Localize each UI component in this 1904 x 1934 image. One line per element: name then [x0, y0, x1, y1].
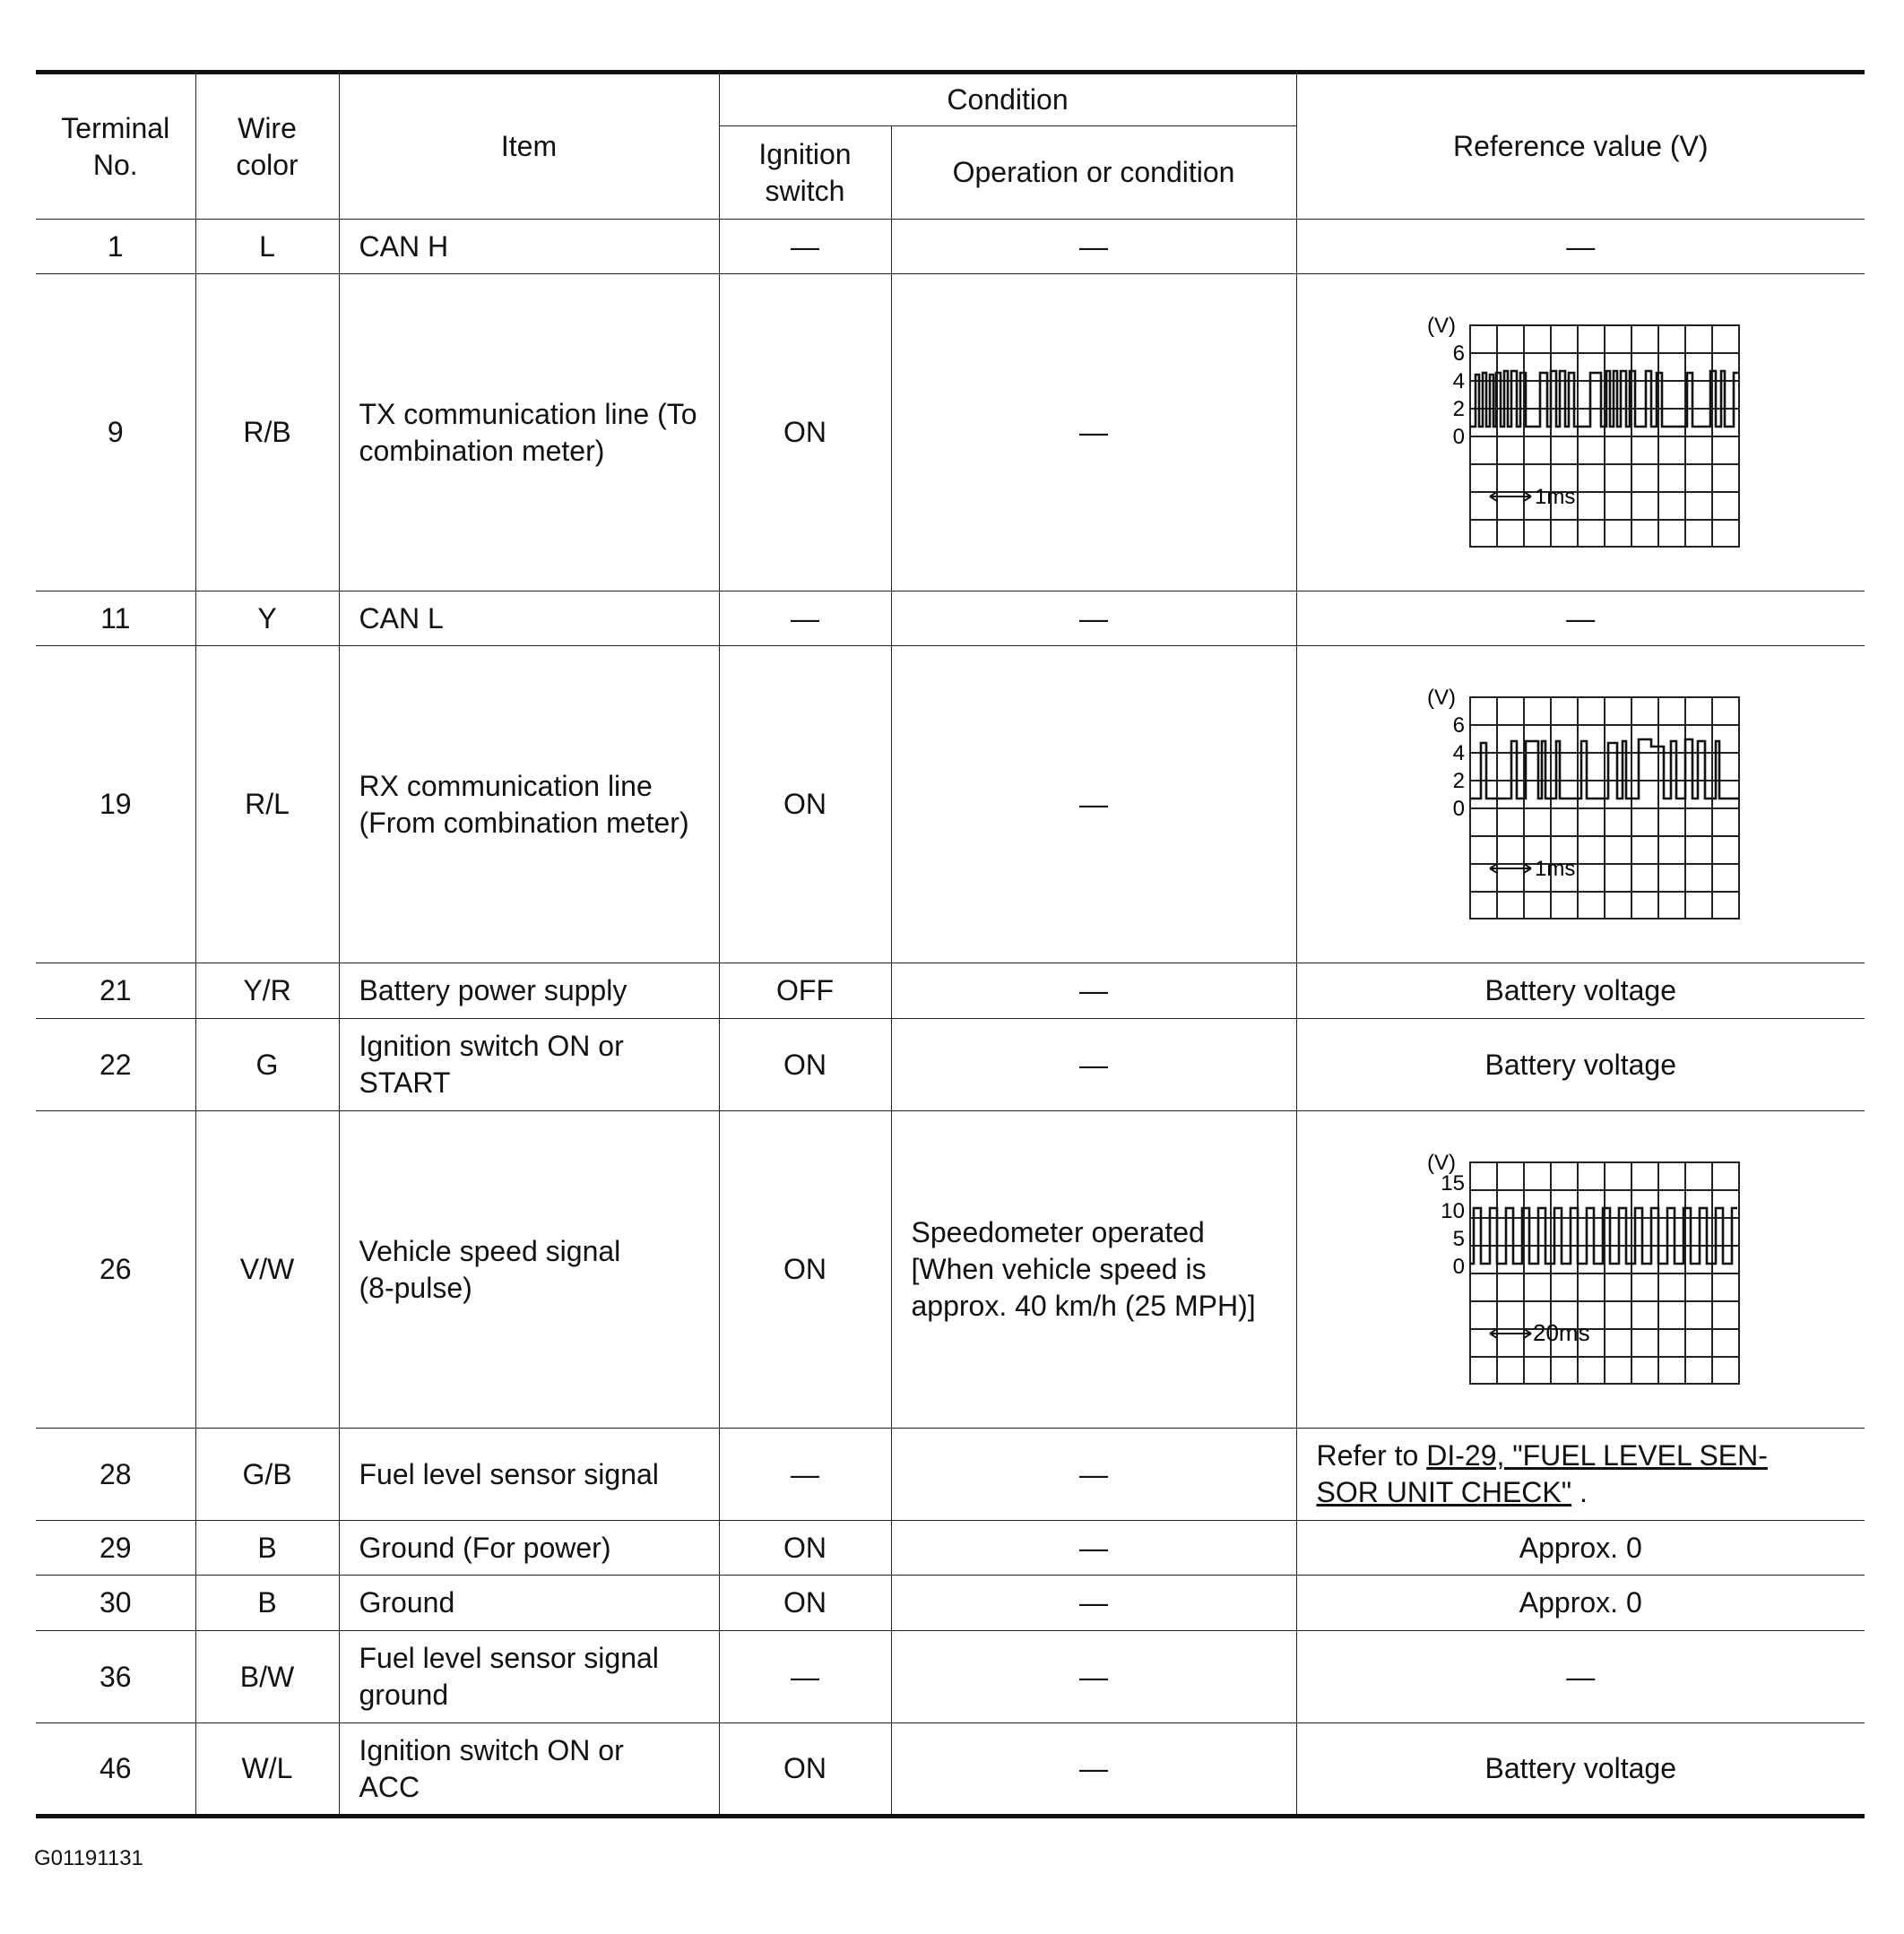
waveform-2-unit: (V)	[1427, 685, 1457, 710]
wire-cell: B/W	[195, 1631, 339, 1723]
terminal-cell: 19	[36, 646, 195, 963]
header-ignition: Ignition switch	[719, 126, 891, 220]
waveform-2-chart	[1415, 684, 1746, 926]
table-row	[36, 591, 1865, 646]
wire-cell: G/B	[195, 1429, 339, 1521]
operation-cell: —	[891, 1019, 1296, 1111]
waveform-3-time-label: 20ms	[1533, 1318, 1590, 1346]
ignition-cell: OFF	[719, 963, 891, 1019]
operation-cell: —	[891, 646, 1296, 963]
reference-cell: —	[1296, 220, 1865, 274]
waveform-3-chart	[1415, 1149, 1746, 1391]
terminal-cell: 36	[36, 1631, 195, 1723]
item-cell: Battery power supply	[339, 963, 719, 1019]
wire-cell: L	[195, 220, 339, 274]
reference-cell: Approx. 0	[1296, 1576, 1865, 1631]
terminal-cell: 30	[36, 1576, 195, 1631]
item-cell: TX communication line (To combination meter)	[339, 274, 719, 591]
ignition-cell: ON	[719, 1576, 891, 1631]
table-row	[36, 1576, 1865, 1631]
operation-cell: —	[891, 274, 1296, 591]
waveform-3-tick: 5	[1452, 1226, 1466, 1251]
reference-cell: Battery voltage	[1296, 1019, 1865, 1111]
operation-cell: —	[891, 220, 1296, 274]
waveform-2-tick: 6	[1452, 712, 1466, 738]
item-cell: Ignition switch ON or ACC	[339, 1723, 719, 1817]
waveform-3-unit: (V)	[1427, 1150, 1457, 1175]
operation-cell: Speedometer operated [When vehicle speed is approx. 40 km/h (25 MPH)]	[891, 1111, 1296, 1429]
waveform-2-tick: 4	[1452, 740, 1466, 765]
reference-cell: Battery voltage	[1296, 963, 1865, 1019]
ignition-cell: ON	[719, 1521, 891, 1576]
wire-cell: W/L	[195, 1723, 339, 1817]
waveform-1-tick: 0	[1452, 424, 1466, 449]
wire-cell: B	[195, 1576, 339, 1631]
figure-code: G01191131	[34, 1846, 143, 1870]
wire-cell: G	[195, 1019, 339, 1111]
ignition-cell: —	[719, 1429, 891, 1521]
header-item: Item	[339, 73, 719, 220]
table-row	[36, 1521, 1865, 1576]
item-cell: Fuel level sensor signal	[339, 1429, 719, 1521]
waveform-1-chart	[1415, 312, 1746, 554]
ignition-cell: ON	[719, 1019, 891, 1111]
terminal-cell: 1	[36, 220, 195, 274]
reference-waveform-cell	[1296, 274, 1865, 591]
item-cell: CAN L	[339, 591, 719, 646]
reference-cell	[1296, 1429, 1865, 1521]
table-row	[36, 963, 1865, 1019]
header-terminal: Terminal No.	[36, 73, 195, 220]
wire-cell: R/L	[195, 646, 339, 963]
reference-prefix: Refer to	[1316, 1439, 1427, 1472]
table-row	[36, 220, 1865, 274]
wire-cell: B	[195, 1521, 339, 1576]
header-operation: Operation or condition	[891, 126, 1296, 220]
ignition-cell: ON	[719, 646, 891, 963]
table-row	[36, 1111, 1865, 1429]
item-cell: Ground	[339, 1576, 719, 1631]
ignition-cell: —	[719, 591, 891, 646]
reference-suffix: .	[1571, 1476, 1588, 1508]
waveform-2-time-label: 1ms	[1535, 856, 1576, 881]
terminal-cell: 21	[36, 963, 195, 1019]
table-row	[36, 274, 1865, 591]
terminal-cell: 22	[36, 1019, 195, 1111]
item-cell: CAN H	[339, 220, 719, 274]
terminal-cell: 26	[36, 1111, 195, 1429]
wire-cell: Y/R	[195, 963, 339, 1019]
wire-cell: V/W	[195, 1111, 339, 1429]
ignition-cell: —	[719, 1631, 891, 1723]
item-cell: RX communication line (From combination meter)	[339, 646, 719, 963]
table-row	[36, 1429, 1865, 1521]
table-row	[36, 646, 1865, 963]
terminal-cell: 29	[36, 1521, 195, 1576]
item-cell: Fuel level sensor signal ground	[339, 1631, 719, 1723]
reference-waveform-cell	[1296, 646, 1865, 963]
header-condition: Condition	[719, 73, 1296, 126]
waveform-1-unit: (V)	[1427, 313, 1457, 338]
wire-cell: R/B	[195, 274, 339, 591]
waveform-2-tick: 2	[1452, 768, 1466, 793]
waveform-3-tick: 0	[1452, 1254, 1466, 1279]
item-cell: Vehicle speed signal (8-pulse)	[339, 1111, 719, 1429]
operation-cell: —	[891, 1631, 1296, 1723]
terminal-cell: 11	[36, 591, 195, 646]
waveform-3-trace	[1470, 1208, 1737, 1264]
operation-cell: —	[891, 591, 1296, 646]
terminal-cell: 9	[36, 274, 195, 591]
waveform-1-time-label: 1ms	[1535, 484, 1576, 509]
table-row	[36, 1631, 1865, 1723]
reference-cell: Approx. 0	[1296, 1521, 1865, 1576]
terminal-cell: 28	[36, 1429, 195, 1521]
header-wire-color: Wire color	[195, 73, 339, 220]
item-cell: Ignition switch ON or START	[339, 1019, 719, 1111]
waveform-1-tick: 4	[1452, 368, 1466, 393]
operation-cell: —	[891, 1429, 1296, 1521]
waveform-3-tick: 15	[1441, 1170, 1466, 1196]
operation-cell: —	[891, 1521, 1296, 1576]
ignition-cell: ON	[719, 1723, 891, 1817]
table-row	[36, 1019, 1865, 1111]
fuel-level-sensor-check-link[interactable]: DI-29, "FUEL LEVEL SEN-SOR UNIT CHECK"	[1316, 1439, 1768, 1508]
waveform-3-tick: 10	[1441, 1198, 1466, 1223]
operation-cell: —	[891, 963, 1296, 1019]
reference-cell: Battery voltage	[1296, 1723, 1865, 1817]
reference-cell: —	[1296, 1631, 1865, 1723]
terminal-cell: 46	[36, 1723, 195, 1817]
ignition-cell: ON	[719, 1111, 891, 1429]
operation-cell: —	[891, 1723, 1296, 1817]
wire-cell: Y	[195, 591, 339, 646]
waveform-1-tick: 6	[1452, 341, 1466, 366]
terminal-reference-table	[36, 70, 1865, 1818]
header-reference: Reference value (V)	[1296, 73, 1865, 220]
waveform-2-tick: 0	[1452, 796, 1466, 821]
ignition-cell: —	[719, 220, 891, 274]
ignition-cell: ON	[719, 274, 891, 591]
table-row	[36, 1723, 1865, 1817]
item-cell: Ground (For power)	[339, 1521, 719, 1576]
reference-cell: —	[1296, 591, 1865, 646]
waveform-1-tick: 2	[1452, 396, 1466, 421]
operation-cell: —	[891, 1576, 1296, 1631]
reference-waveform-cell	[1296, 1111, 1865, 1429]
